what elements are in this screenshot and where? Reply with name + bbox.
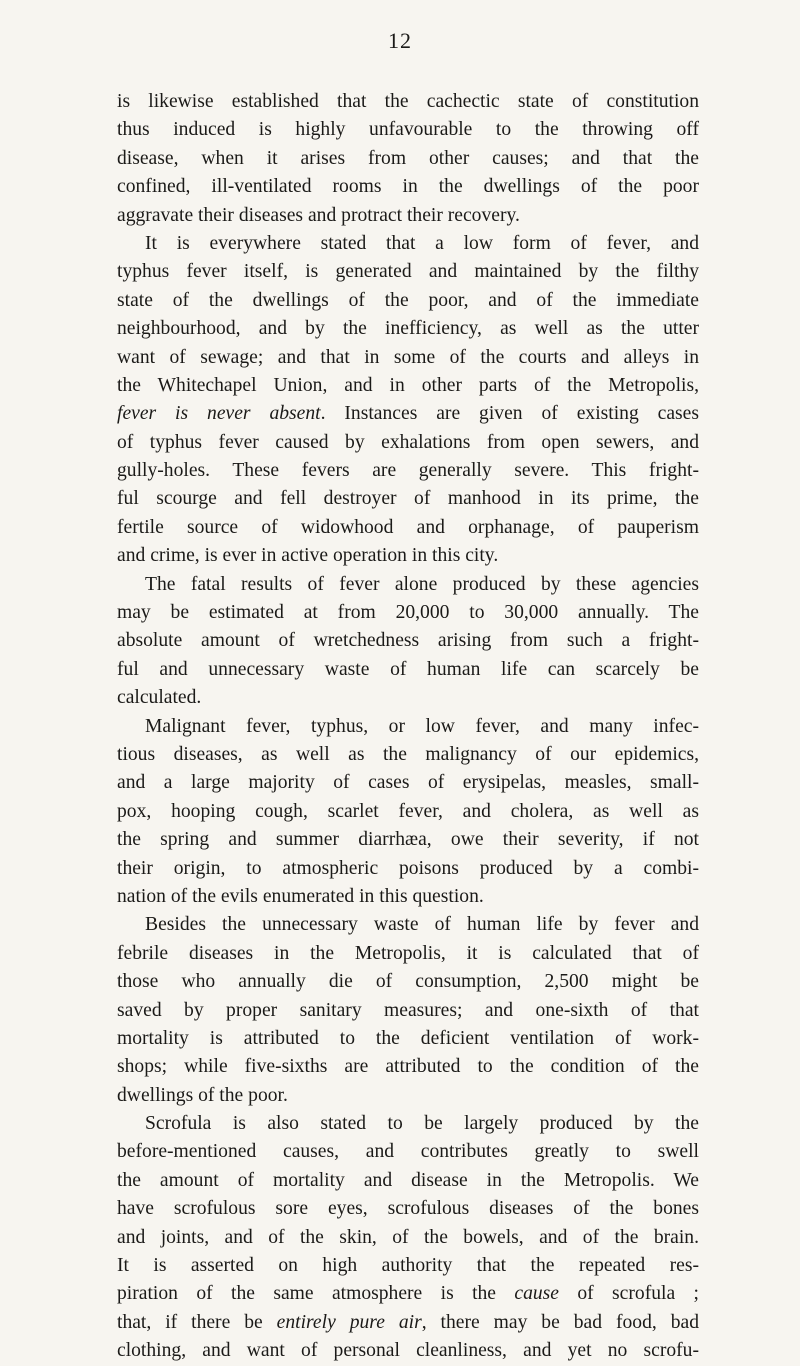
text-line: and crime, is ever in active operation in this city. [117, 545, 499, 567]
text-line: neighbourhood, and by the inefficiency, as well as the utter [117, 318, 699, 340]
text-line: the spring and summer diarrhæa, owe their severity, if not [117, 829, 699, 851]
text-line: fertile source of widowhood and orphanage, of pauperism [117, 516, 699, 538]
body-text [117, 88, 699, 1366]
text-line: before-mentioned causes, and contributes greatly to swell [117, 1141, 699, 1163]
text-line [117, 400, 699, 428]
text-line: mortality is attributed to the deficient ventilation of work- [117, 1027, 699, 1049]
text-line: clothing, and want of personal cleanliness, and yet no scrofu- [117, 1340, 699, 1362]
text-line: tious diseases, as well as the malignancy of our epidemics, [117, 743, 699, 765]
text-line: the amount of mortality and disease in the Metropolis. We [117, 1169, 699, 1191]
text-line: febrile diseases in the Metropolis, it is calculated that of [117, 942, 699, 964]
text-line: want of sewage; and that in some of the courts and alleys in [117, 346, 699, 368]
text-line: disease, when it arises from other causes; and that the [117, 147, 699, 169]
text-line: The fatal results of fever alone produced by these agencies [145, 573, 699, 595]
text-line: Scrofula is also stated to be largely produced by the [145, 1113, 699, 1135]
text-line: those who annually die of consumption, 2,500 might be [117, 971, 699, 993]
text-line: and a large majority of cases of erysipelas, measles, small- [117, 772, 699, 794]
text-line [117, 1309, 699, 1337]
text-line: and joints, and of the skin, of the bowels, and of the brain. [117, 1226, 699, 1248]
text-line: gully-holes. These fevers are generally severe. This fright- [117, 460, 699, 482]
page-number: 12 [388, 28, 412, 53]
italic-phrase: cause [514, 1283, 559, 1305]
text-line: their origin, to atmospheric poisons produced by a combi- [117, 857, 699, 879]
text-line: Malignant fever, typhus, or low fever, and many infec- [145, 715, 699, 737]
text-line: Besides the unnecessary waste of human life by fever and [145, 914, 699, 936]
text-line: saved by proper sanitary measures; and one-sixth of that [117, 999, 699, 1021]
italic-phrase: fever is never absent [117, 403, 321, 425]
text-line: have scrofulous sore eyes, scrofulous diseases of the bones [117, 1198, 699, 1220]
text-line: of typhus fever caused by exhalations from open sewers, and [117, 431, 699, 453]
text-line: nation of the evils enumerated in this question. [117, 885, 484, 907]
italic-phrase: entirely pure air [276, 1311, 422, 1333]
line-text: . Instances are given of existing cases [320, 403, 699, 425]
text-line: typhus fever itself, is generated and maintained by the filthy [117, 261, 699, 283]
text-line: dwellings of the poor. [117, 1084, 288, 1106]
text-line: It is everywhere stated that a low form of fever, and [145, 232, 699, 254]
text-line: shops; while five-sixths are attributed to the condition of the [117, 1056, 699, 1078]
text-line: calculated. [117, 687, 202, 709]
text-line: absolute amount of wretchedness arising from such a fright- [117, 630, 699, 652]
text-line: It is asserted on high authority that the repeated res- [117, 1255, 699, 1277]
line-text: piration of the same atmosphere is the [117, 1283, 515, 1305]
line-text: , there may be bad food, bad [421, 1311, 699, 1333]
text-line: pox, hooping cough, scarlet fever, and cholera, as well as [117, 800, 699, 822]
text-line: is likewise established that the cachectic state of constitution [117, 91, 699, 112]
text-line [117, 1280, 699, 1308]
text-line: state of the dwellings of the poor, and of the immediate [117, 289, 699, 311]
text-line: ful and unnecessary waste of human life can scarcely be [117, 658, 699, 680]
text-line: aggravate their diseases and protract their recovery. [117, 204, 520, 226]
text-line: thus induced is highly unfavourable to the throwing off [117, 119, 699, 141]
text-line: confined, ill-ventilated rooms in the dwellings of the poor [117, 176, 699, 198]
text-line: the Whitechapel Union, and in other parts of the Metropolis, [117, 374, 699, 396]
line-text: that, if there be [117, 1311, 277, 1333]
text-line: ful scourge and fell destroyer of manhood in its prime, the [117, 488, 699, 510]
line-text: of scrofula ; [559, 1283, 699, 1305]
text-line: may be estimated at from 20,000 to 30,000 annually. The [117, 602, 699, 624]
